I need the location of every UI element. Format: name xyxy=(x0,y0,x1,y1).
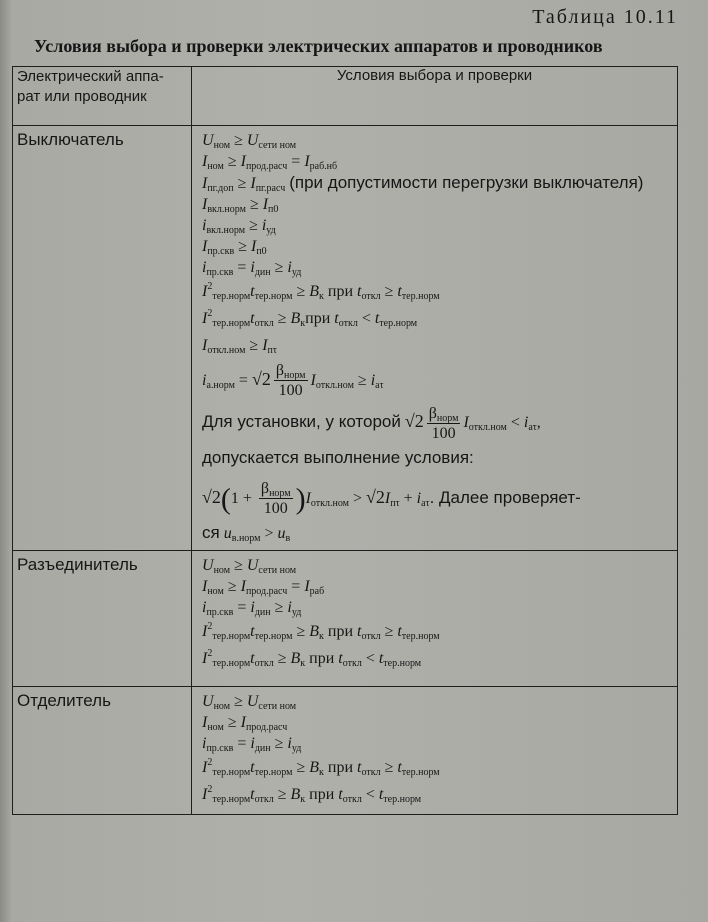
formula: $I_{ном} \ge I_{прод.расч} = I_{раб}$ xyxy=(202,577,325,597)
table-title: Условия выбора и проверки электрических аппаратов и проводников xyxy=(34,36,603,56)
word-pri: при xyxy=(327,283,354,300)
allowed-text: допускается выполнение условия: xyxy=(202,447,474,467)
formula: $I^2_{тер.норм}t_{тер.норм} \ge B_к$ при $t_{откл} \ge t_{тер.норм}$ xyxy=(202,281,440,302)
check-text-2: ся xyxy=(202,522,220,542)
formula: $U_{ном} \ge U_{сети ном}$ xyxy=(202,556,297,576)
conditions-table xyxy=(12,66,678,815)
formula: $i_{а.норм} = √2$ $\beta_{норм}$ 100 $I_{откл.ном} \ge i_{а\tau}$ xyxy=(202,362,384,400)
formula: $I_{ном} \ge I_{прод.расч} = I_{раб.нб}$ xyxy=(202,153,338,172)
formula: $I^2_{тер.норм}t_{тер.норм} \ge B_к$ при $t_{откл} \ge t_{тер.норм}$ xyxy=(202,756,440,778)
formula: $I^2_{тер.норм}t_{откл} \ge B_к$ при $t_{откл} < t_{тер.норм}$ xyxy=(202,783,422,805)
word-pri: при xyxy=(327,758,354,776)
check-text: . Далее проверяет- xyxy=(429,487,581,507)
formula: $I_{пг.доп} \ge I_{пг.расч}$ (при допустимости перегрузки выключателя) xyxy=(202,173,644,194)
formula: $U_{ном} \ge U_{сети ном}$ xyxy=(202,692,297,712)
formula: $U_{ном} \ge U_{сети ном}$ xyxy=(202,132,297,151)
formula: Для установки, у которой √2 $\beta_{норм}$ 100 $I_{откл.ном} < i_{а\tau}$, xyxy=(202,404,541,442)
formula: $i_{пр.скв} = i_{дин} \ge i_{уд}$ xyxy=(202,734,302,754)
overload-note: (при допустимости перегрузки выключателя) xyxy=(289,173,644,192)
formula: $i_{вкл.норм} \ge i_{уд}$ xyxy=(202,217,276,236)
word-pri: при xyxy=(327,622,354,640)
formula: $i_{пр.скв} = i_{дин} \ge i_{уд}$ xyxy=(202,598,302,618)
row-conditions-disconnector xyxy=(192,550,678,686)
header-conditions: Условия выбора и проверки xyxy=(192,67,678,126)
row-name-breaker: Выключатель xyxy=(13,126,192,551)
table-row xyxy=(13,686,678,814)
table-row xyxy=(13,126,678,551)
formula: $I_{ном} \ge I_{прод.расч}$ xyxy=(202,713,288,733)
word-pri: при xyxy=(309,785,335,803)
formula: $I^2_{тер.норм}t_{тер.норм} \ge B_к$ при $t_{откл} \ge t_{тер.норм}$ xyxy=(202,620,440,642)
row-conditions-breaker xyxy=(192,126,678,551)
table-row xyxy=(13,550,678,686)
table-number: Таблица 10.11 xyxy=(532,6,678,28)
formula: $i_{пр.скв} = i_{дин} \ge i_{уд}$ xyxy=(202,259,302,278)
word-pri: при xyxy=(309,649,335,667)
formula: $I^2_{тер.норм}t_{откл} \ge B_к$ при $t_{откл} < t_{тер.норм}$ xyxy=(202,647,422,669)
row-conditions-isolator xyxy=(192,686,678,814)
header-apparatus xyxy=(13,67,192,126)
install-text: Для установки, у которой xyxy=(202,412,401,432)
formula: √2(1 + $\beta_{норм}$ 100 )$I_{откл.ном} > √2I_{п\tau} + i_{а\tau}$. Далее проверяет- xyxy=(202,479,581,517)
header-apparatus-line2: рат или проводник xyxy=(17,88,147,105)
formula: $I_{пр.скв} \ge I_{п0}$ xyxy=(202,238,267,257)
word-pri: при xyxy=(305,310,331,327)
formula xyxy=(202,444,669,472)
formula: $I^2_{тер.норм}t_{откл} \ge B_кпри$ $t_{откл} < t_{тер.норм}$ xyxy=(202,308,418,329)
header-apparatus-line1: Электрический аппа- xyxy=(17,68,164,85)
table-header-row xyxy=(13,67,678,126)
row-name-disconnector: Разъединитель xyxy=(13,550,192,686)
formula: $I_{вкл.норм} \ge I_{п0}$ xyxy=(202,196,279,215)
formula: $I_{откл.ном} \ge I_{п\tau}$ xyxy=(202,337,277,356)
row-name-isolator: Отделитель xyxy=(13,686,192,814)
formula: ся $u_{в.норм} > u_в$ xyxy=(202,522,291,544)
